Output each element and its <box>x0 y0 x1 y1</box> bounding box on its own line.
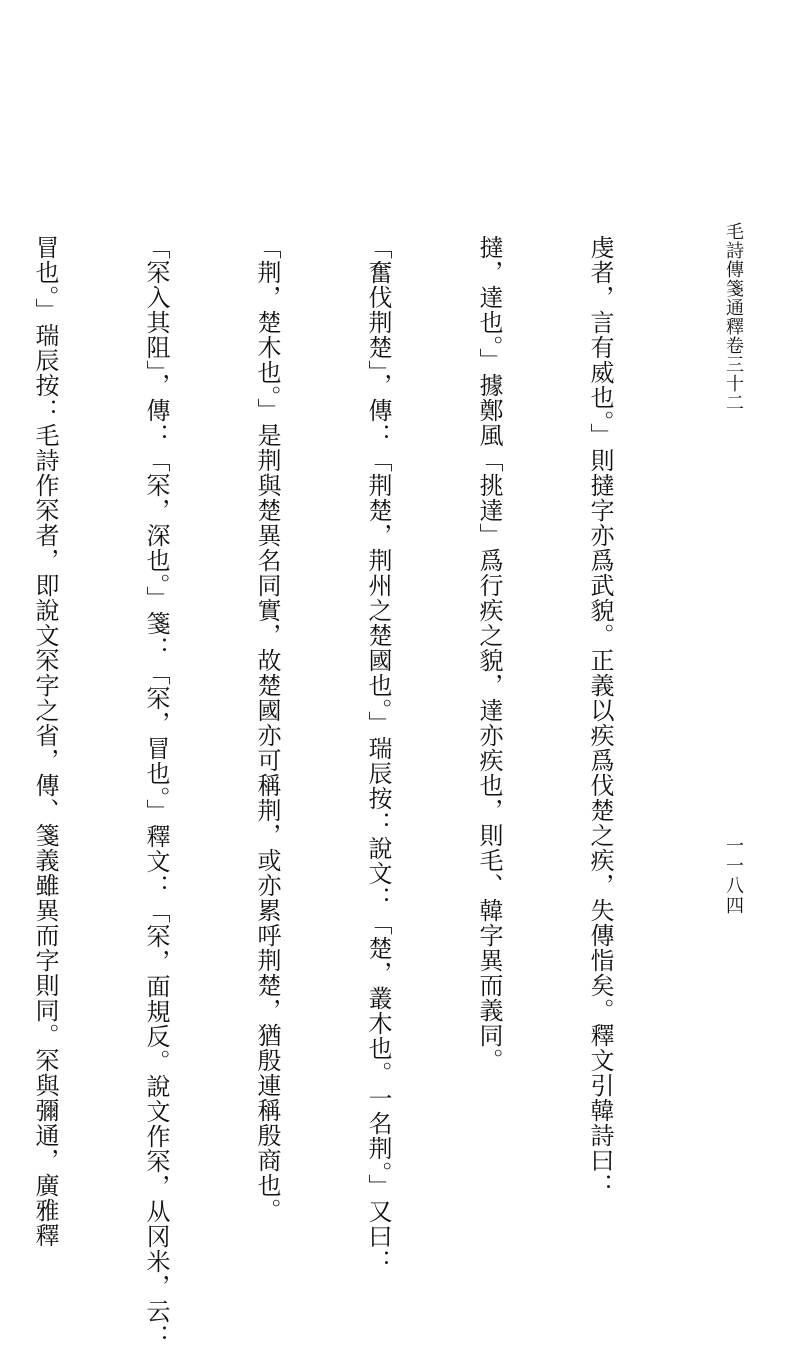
text-line: 撻，達也。」據鄭風「挑達」爲行疾之貌，達亦疾也，則毛、韓字異而義同。 <box>475 235 503 1073</box>
text-line: 「荆，楚木也。」是荆與楚異名同實，故楚國亦可稱荆，或亦累呼荆楚，猶殷連稱殷商也。 <box>253 235 281 1223</box>
text-line: 「罙入其阻」，傳：「罙，深也。」箋：「罙，冒也。」釋文：「罙，面規反。說文作罙，从冈米，云： <box>142 235 170 1349</box>
page-number: 一一八四 <box>723 836 744 916</box>
text-line: 虔者，言有威也。」則撻字亦爲武貌。正義以疾爲伐楚之疾，失傳恉矣。釋文引韓詩曰： <box>586 235 614 1198</box>
text-line: 「奮伐荆楚」，傳：「荆楚，荆州之楚國也。」瑞辰按：說文：「楚，叢木也。一名荆。」又曰： <box>364 235 392 1274</box>
running-header: 毛詩傳箋通釋卷三十二 <box>723 222 744 412</box>
text-line: 冒也。」瑞辰按：毛詩作罙者，即說文罙字之省，傳、箋義雖異而字則同。罙與彌通，廣雅釋 <box>31 235 59 1248</box>
main-text <box>31 235 692 1349</box>
